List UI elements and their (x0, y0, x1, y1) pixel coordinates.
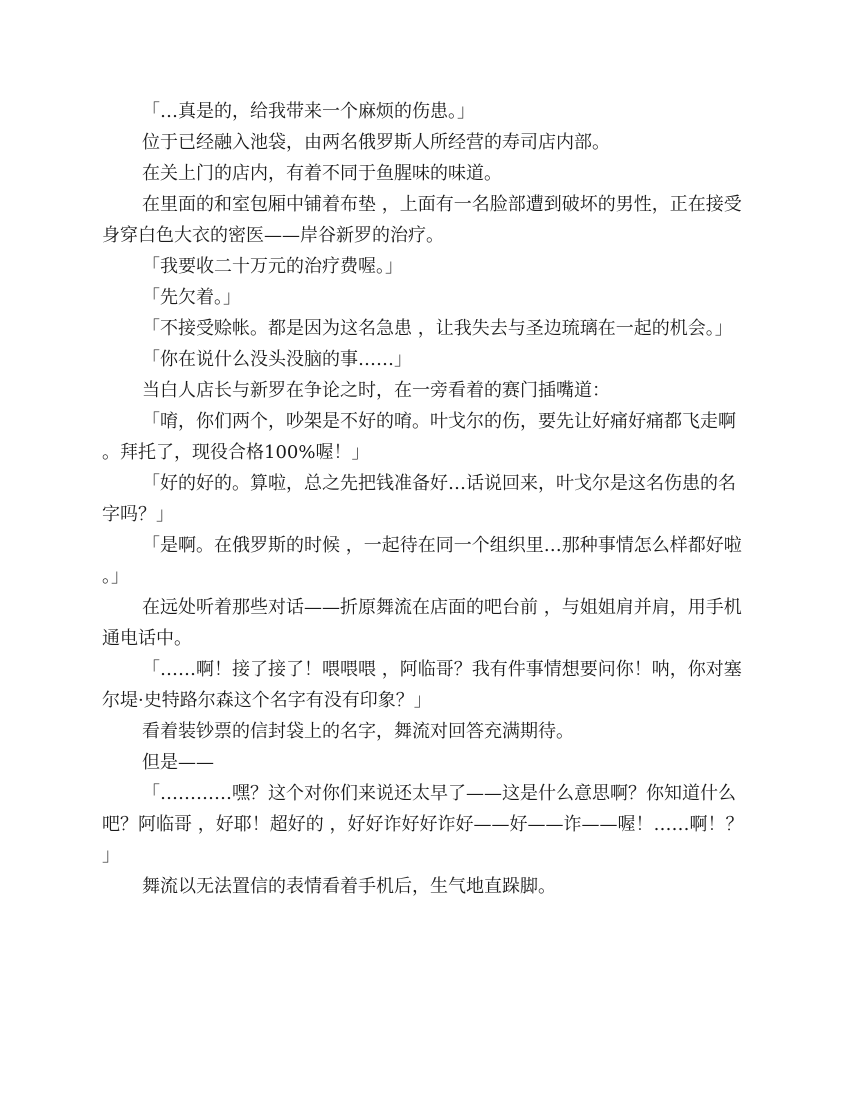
paragraph: 「你在说什么没头没脑的事……」 (142, 349, 412, 370)
paragraph: 「好的好的。算啦，总之先把钱准备好…话说回来，叶戈尔是这名伤患的名字吗？」 (102, 473, 736, 525)
paragraph: 舞流以无法置信的表情看着手机后，生气地直跺脚。 (142, 876, 556, 897)
paragraph: 当白人店长与新罗在争论之时，在一旁看着的赛门插嘴道： (142, 380, 610, 401)
paragraph: 「……啊！接了接了！喂喂喂 ，阿临哥？我有件事情想要问你！呐，你对塞尔堤·史特路尔森这个名字有没有印象？」 (102, 659, 742, 711)
paragraph: 在里面的和室包厢中铺着布垫 ，上面有一名脸部遭到破坏的男性，正在接受身穿白色大衣的密医——岸谷新罗的治疗。 (102, 194, 742, 246)
paragraph: 「不接受赊帐。都是因为这名急患 ，让我失去与圣边琉璃在一起的机会。」 (142, 318, 733, 339)
paragraph: 在远处听着那些对话——折原舞流在店面的吧台前 ，与姐姐肩并肩，用手机通电话中。 (102, 597, 742, 649)
paragraph: 「是啊。在俄罗斯的时候 ，一起待在同一个组织里…那种事情怎么样都好啦。」 (102, 535, 742, 587)
paragraph: 「先欠着。」 (142, 287, 241, 308)
paragraph: 「…真是的，给我带来一个麻烦的伤患。」 (142, 101, 475, 122)
paragraph: 位于已经融入池袋，由两名俄罗斯人所经营的寿司店内部。 (142, 132, 610, 153)
novel-text-body (102, 96, 750, 902)
paragraph: 「唷，你们两个，吵架是不好的唷。叶戈尔的伤，要先让好痛好痛都飞走啊。拜托了，现役合格100%喔！」 (102, 411, 736, 463)
paragraph: 在关上门的店内，有着不同于鱼腥味的味道。 (142, 163, 502, 184)
paragraph: 「我要收二十万元的治疗费喔。」 (142, 256, 403, 277)
paragraph: 但是—— (142, 752, 214, 773)
paragraph: 看着装钞票的信封袋上的名字，舞流对回答充满期待。 (142, 721, 574, 742)
paragraph: 「…………嘿？这个对你们来说还太早了——这是什么意思啊？你知道什么吧？阿临哥 ，好耶！超好的 ，好好诈好好诈好——好——诈——喔！……啊！？」 (102, 783, 744, 866)
